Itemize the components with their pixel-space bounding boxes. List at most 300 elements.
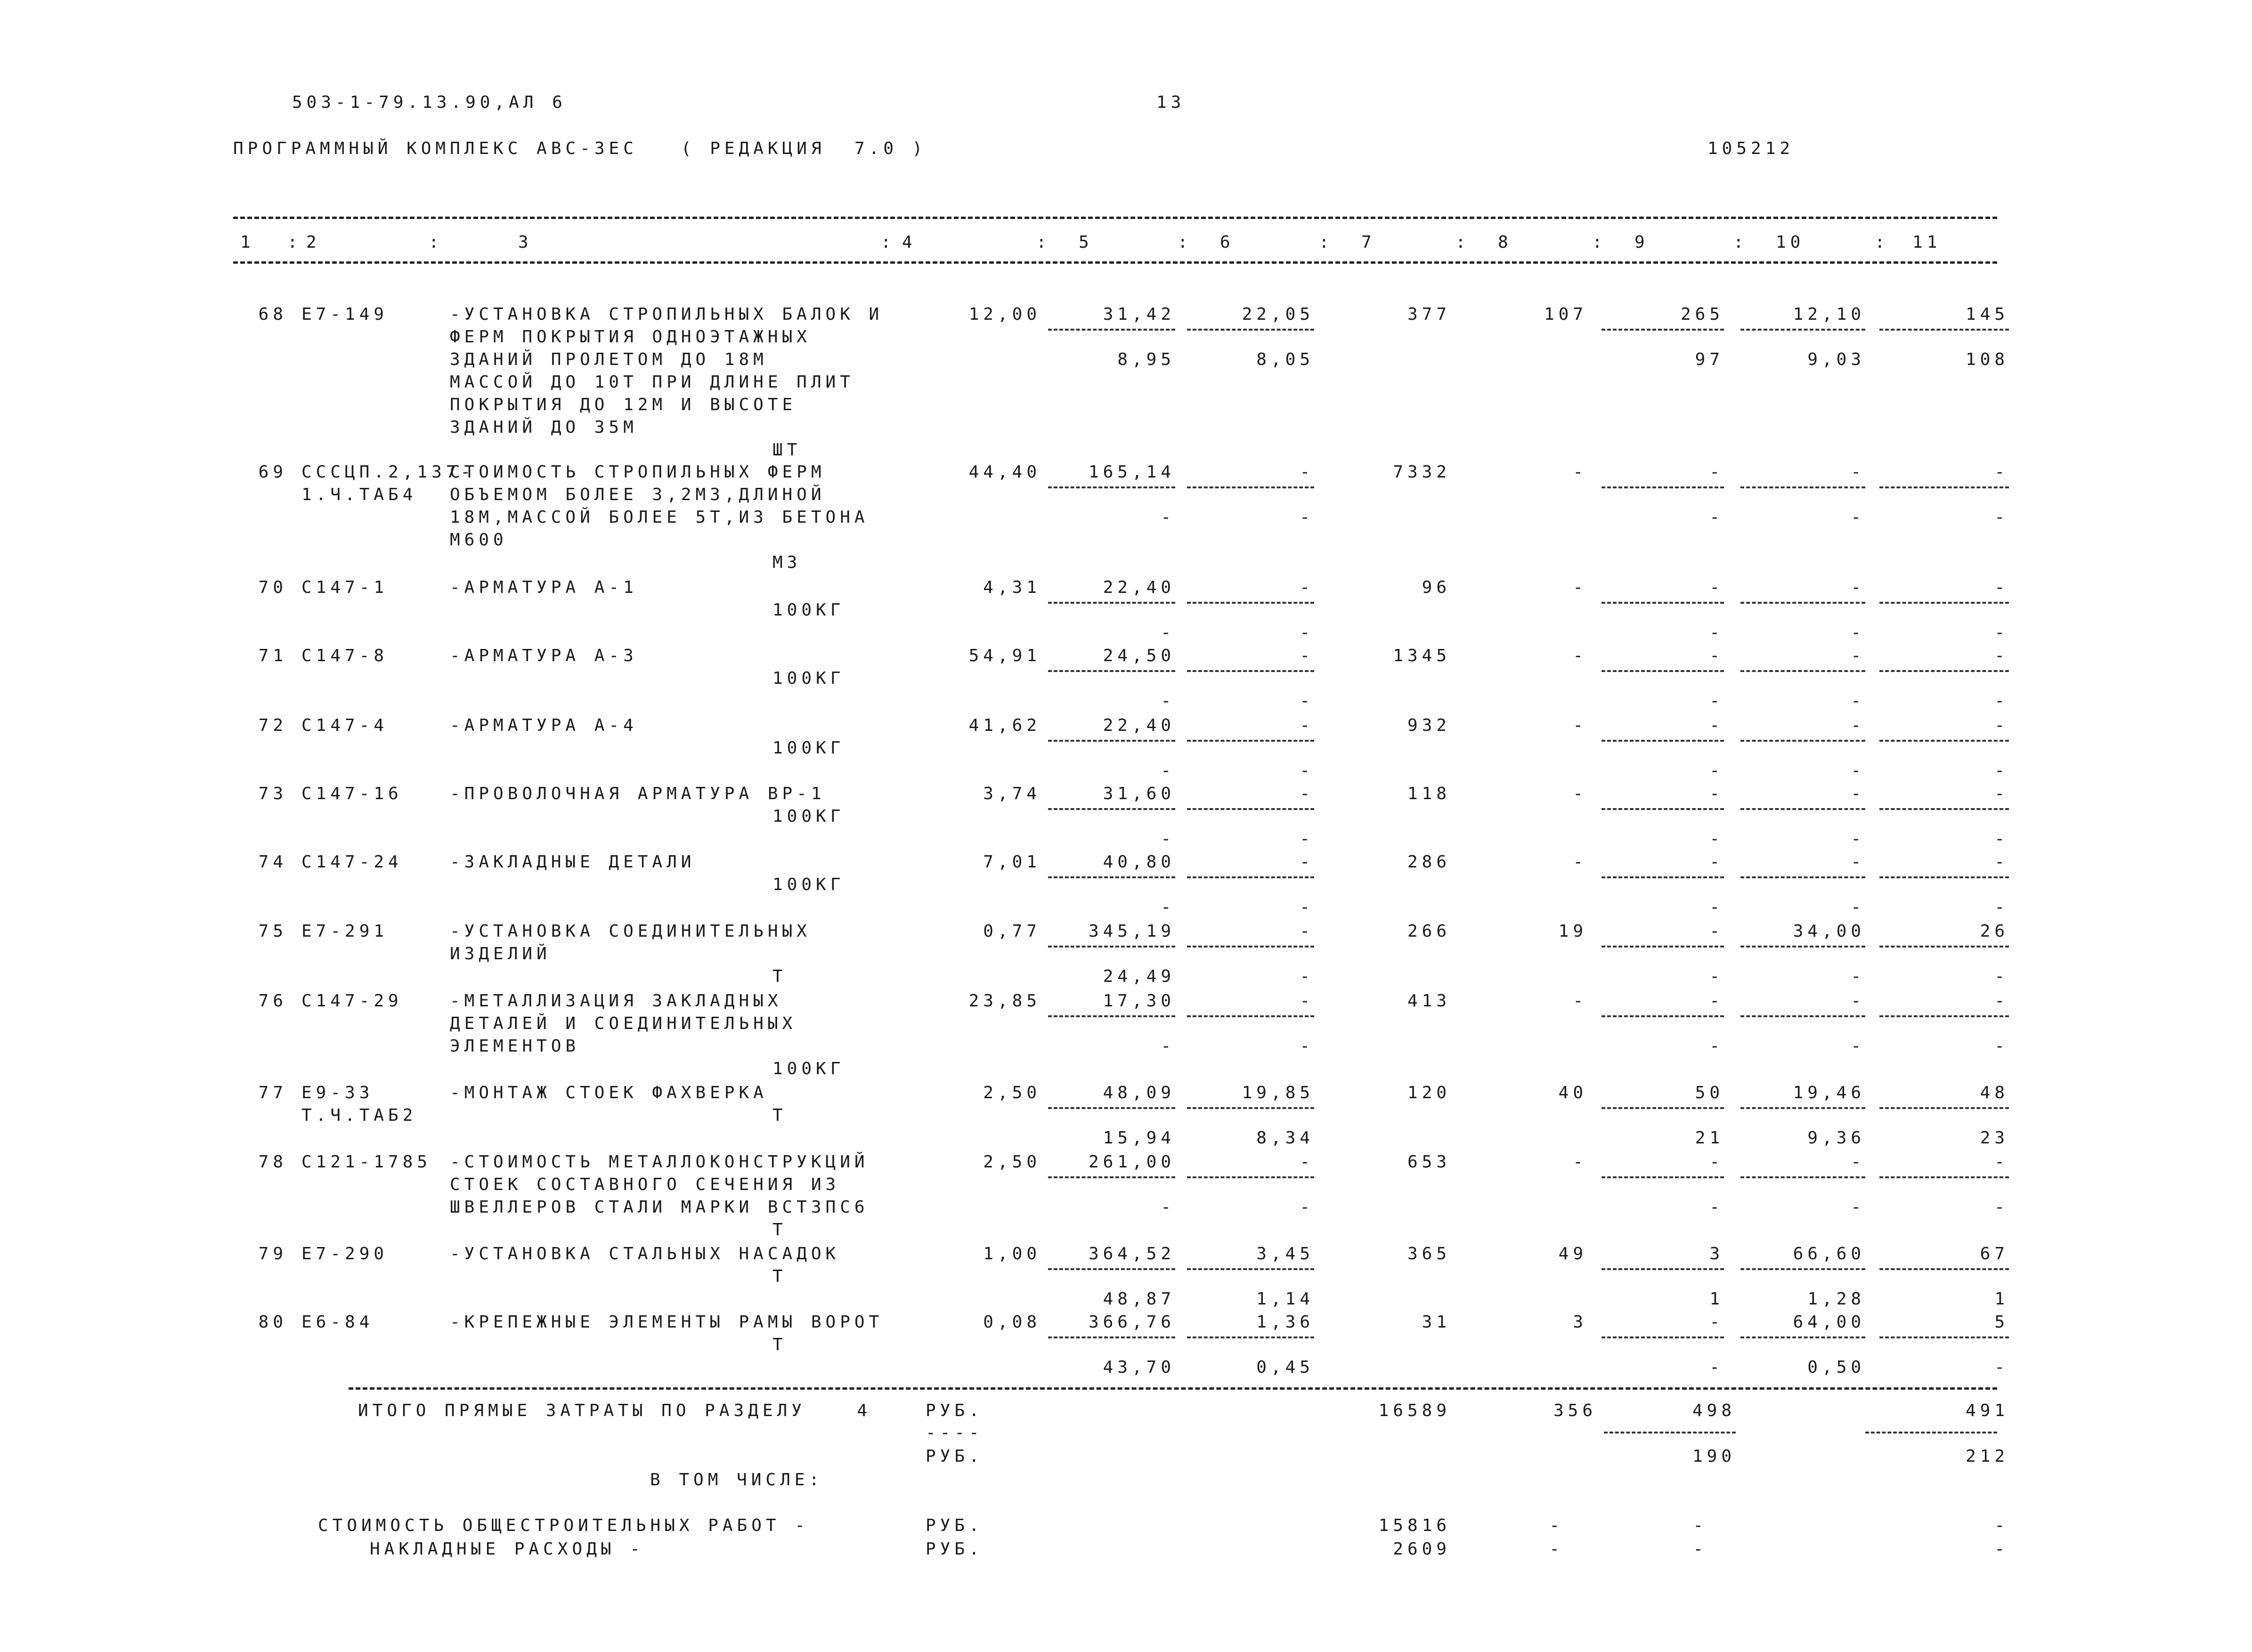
row-subtotal-rule (1048, 1107, 1175, 1109)
row-subtotal-rule (1187, 602, 1314, 604)
totals-col11: 491 (1965, 1401, 2009, 1420)
row-unit: 100КГ (772, 600, 845, 620)
row-col-4: 12,00 (968, 305, 1041, 324)
row-subtotal-rule (1602, 1176, 1724, 1178)
table-header-rule (233, 261, 1997, 264)
row-description: ЗДАНИЙ ДО 35М (450, 418, 638, 437)
row-col-5-sub: - (1161, 691, 1175, 711)
general-works-unit: РУБ. (926, 1516, 984, 1535)
row-col-11: - (1994, 462, 2009, 482)
row-col-9-sub: - (1709, 1037, 1724, 1056)
column-separator: : (1036, 233, 1051, 252)
row-col-10: - (1851, 646, 1865, 665)
including-label: В ТОМ ЧИСЛЕ: (650, 1470, 824, 1490)
totals-section-number: 4 (857, 1401, 871, 1420)
row-number: 75 (258, 922, 287, 941)
row-subtotal-rule (1048, 602, 1175, 604)
page-number: 13 (1156, 93, 1186, 112)
overhead-col9: - (1693, 1539, 1707, 1559)
row-col-9-sub: - (1709, 829, 1724, 849)
row-col-9: - (1709, 784, 1724, 803)
row-col-5-sub: - (1161, 898, 1175, 917)
column-separator: : (1733, 233, 1748, 252)
row-subtotal-rule (1879, 946, 2009, 947)
row-col-10-sub: - (1851, 1198, 1865, 1217)
row-subtotal-rule (1740, 602, 1865, 604)
totals-col9-rule (1604, 1432, 1736, 1433)
row-col-7: 286 (1407, 852, 1451, 872)
row-col-10-sub: - (1851, 1037, 1865, 1056)
row-col-6: - (1300, 922, 1314, 941)
row-col-10: - (1851, 991, 1865, 1011)
row-subtotal-rule (1187, 1176, 1314, 1178)
row-description: -ЗАКЛАДНЫЕ ДЕТАЛИ (450, 852, 696, 872)
row-col-6: 3,45 (1256, 1244, 1314, 1263)
row-description: -УСТАНОВКА СТРОПИЛЬНЫХ БАЛОК И (450, 305, 884, 324)
row-code: С121-1785 (301, 1152, 432, 1172)
row-number: 80 (258, 1312, 287, 1332)
row-col-10: 19,46 (1793, 1083, 1865, 1102)
row-col-6-sub: 8,05 (1256, 350, 1314, 369)
row-description: МАССОЙ ДО 10Т ПРИ ДЛИНЕ ПЛИТ (450, 373, 854, 392)
row-subtotal-rule (1740, 1015, 1865, 1017)
document-code: 503-1-79.13.90,АЛ 6 (292, 93, 567, 112)
row-subtotal-rule (1740, 1176, 1865, 1178)
row-unit: 100КГ (772, 1059, 845, 1078)
row-subtotal-rule (1602, 670, 1724, 672)
row-col-6: - (1300, 1152, 1314, 1172)
row-code: 1.Ч.ТАБ4 (301, 485, 417, 504)
row-col-11: - (1994, 991, 2009, 1011)
row-col-7: 118 (1407, 784, 1451, 803)
row-col-9-sub: - (1709, 1198, 1724, 1217)
row-subtotal-rule (1602, 1336, 1724, 1338)
general-works-col7: 15816 (1378, 1516, 1451, 1535)
row-description: ПОКРЫТИЯ ДО 12М И ВЫСОТЕ (450, 395, 797, 414)
totals-col8: 356 (1553, 1401, 1597, 1420)
row-col-5: 22,40 (1103, 716, 1175, 735)
row-col-10-sub: - (1851, 508, 1865, 527)
row-subtotal-rule (1187, 329, 1314, 331)
row-code: СССЦП.2,137- (301, 462, 475, 482)
row-col-10-sub: - (1851, 623, 1865, 642)
row-subtotal-rule (1740, 329, 1865, 331)
row-col-8: 40 (1558, 1083, 1587, 1102)
row-col-5-sub: 15,94 (1103, 1128, 1175, 1148)
column-separator: : (1592, 233, 1607, 252)
column-header-10: 10 (1776, 233, 1805, 252)
row-col-11: - (1994, 646, 2009, 665)
row-col-5: 24,50 (1103, 646, 1175, 665)
general-works-col8: - (1549, 1516, 1564, 1535)
row-unit: Т (772, 1335, 787, 1354)
row-subtotal-rule (1048, 1268, 1175, 1270)
row-subtotal-rule (1048, 740, 1175, 742)
row-description: -УСТАНОВКА СОЕДИНИТЕЛЬНЫХ (450, 922, 811, 941)
row-col-5-sub: 48,87 (1103, 1289, 1175, 1309)
row-unit: 100КГ (772, 669, 845, 688)
row-col-11: - (1994, 578, 2009, 597)
row-subtotal-rule (1879, 670, 2009, 672)
row-col-9-sub: 97 (1695, 350, 1724, 369)
row-number: 76 (258, 991, 287, 1011)
row-unit: 100КГ (772, 875, 845, 894)
row-description: ЗДАНИЙ ПРОЛЕТОМ ДО 18М (450, 350, 768, 369)
row-col-7: 365 (1407, 1244, 1451, 1263)
row-col-8: 19 (1558, 922, 1587, 941)
row-col-7: 7332 (1393, 462, 1451, 482)
overhead-label: НАКЛАДНЫЕ РАСХОДЫ - (370, 1539, 644, 1559)
row-col-4: 54,91 (968, 646, 1041, 665)
row-col-9: - (1709, 578, 1724, 597)
row-subtotal-rule (1740, 808, 1865, 810)
row-col-7: 413 (1407, 991, 1451, 1011)
table-top-rule (233, 217, 1997, 219)
row-col-5-sub: - (1161, 1037, 1175, 1056)
row-subtotal-rule (1879, 1015, 2009, 1017)
totals-col9-sub: 190 (1692, 1447, 1736, 1466)
row-number: 72 (258, 716, 287, 735)
row-subtotal-rule (1048, 808, 1175, 810)
row-code: Т.Ч.ТАБ2 (301, 1106, 417, 1125)
row-col-7: 266 (1407, 922, 1451, 941)
row-col-7: 377 (1407, 305, 1451, 324)
row-col-9: - (1709, 852, 1724, 872)
row-col-4: 44,40 (968, 462, 1041, 482)
row-col-10: - (1851, 784, 1865, 803)
row-subtotal-rule (1879, 808, 2009, 810)
overhead-unit: РУБ. (926, 1539, 984, 1559)
row-col-11-sub: - (1994, 691, 2009, 711)
row-number: 73 (258, 784, 287, 803)
row-description: -ПРОВОЛОЧНАЯ АРМАТУРА ВР-1 (450, 784, 826, 803)
row-description: ФЕРМ ПОКРЫТИЯ ОДНОЭТАЖНЫХ (450, 327, 811, 347)
row-subtotal-rule (1602, 1107, 1724, 1109)
row-col-6-sub: - (1300, 508, 1314, 527)
row-col-5: 364,52 (1088, 1244, 1175, 1263)
row-code: С147-1 (301, 578, 389, 597)
row-col-10-sub: - (1851, 898, 1865, 917)
row-subtotal-rule (1602, 876, 1724, 878)
row-description: -АРМАТУРА А-1 (450, 578, 638, 597)
row-subtotal-rule (1048, 946, 1175, 947)
row-col-4: 0,77 (983, 922, 1041, 941)
row-col-10-sub: 9,36 (1807, 1128, 1865, 1148)
row-col-8: 49 (1558, 1244, 1587, 1263)
row-description: -СТОИМОСТЬ МЕТАЛЛОКОНСТРУКЦИЙ (450, 1152, 869, 1172)
row-col-10-sub: - (1851, 967, 1865, 986)
row-col-7: 1345 (1393, 646, 1451, 665)
row-col-11-sub: - (1994, 761, 2009, 780)
row-col-11: 145 (1965, 305, 2009, 324)
row-col-10-sub: 1,28 (1807, 1289, 1865, 1309)
row-col-8: - (1573, 578, 1587, 597)
row-subtotal-rule (1740, 1336, 1865, 1338)
row-description: -МЕТАЛЛИЗАЦИЯ ЗАКЛАДНЫХ (450, 991, 782, 1011)
row-col-6-sub: 1,14 (1256, 1289, 1314, 1309)
row-unit: Т (772, 1267, 787, 1286)
row-col-11: - (1994, 784, 2009, 803)
row-description: -УСТАНОВКА СТАЛЬНЫХ НАСАДОК (450, 1244, 840, 1263)
row-number: 68 (258, 305, 287, 324)
row-subtotal-rule (1740, 1268, 1865, 1270)
row-description: СТОЕК СОСТАВНОГО СЕЧЕНИЯ ИЗ (450, 1175, 840, 1194)
row-col-9-sub: - (1709, 967, 1724, 986)
row-subtotal-rule (1879, 329, 2009, 331)
column-separator: : (1178, 233, 1192, 252)
row-subtotal-rule (1187, 1268, 1314, 1270)
row-col-4: 23,85 (968, 991, 1041, 1011)
row-col-5-sub: - (1161, 508, 1175, 527)
row-number: 74 (258, 852, 287, 872)
row-col-6-sub: - (1300, 829, 1314, 849)
row-code: Е7-290 (301, 1244, 389, 1263)
row-col-10: - (1851, 716, 1865, 735)
row-code: С147-24 (301, 852, 403, 872)
row-col-9-sub: - (1709, 623, 1724, 642)
row-col-4: 4,31 (983, 578, 1041, 597)
row-col-5: 22,40 (1103, 578, 1175, 597)
row-col-9-sub: 21 (1695, 1128, 1724, 1148)
row-subtotal-rule (1048, 876, 1175, 878)
row-col-11-sub: 108 (1965, 350, 2009, 369)
row-col-4: 2,50 (983, 1152, 1041, 1172)
row-description: -АРМАТУРА А-4 (450, 716, 638, 735)
column-header-8: 8 (1498, 233, 1512, 252)
row-col-5-sub: - (1161, 623, 1175, 642)
column-header-3: 3 (518, 233, 533, 252)
row-col-11: 26 (1980, 922, 2009, 941)
row-col-6-sub: - (1300, 898, 1314, 917)
totals-col11-sub: 212 (1965, 1447, 2009, 1466)
row-subtotal-rule (1187, 670, 1314, 672)
row-col-6-sub: 8,34 (1256, 1128, 1314, 1148)
row-col-11-sub: - (1994, 1358, 2009, 1377)
totals-col7: 16589 (1378, 1401, 1451, 1420)
row-subtotal-rule (1740, 946, 1865, 947)
row-col-6: - (1300, 462, 1314, 482)
row-subtotal-rule (1602, 602, 1724, 604)
column-header-11: 11 (1912, 233, 1942, 252)
row-col-10: - (1851, 462, 1865, 482)
row-col-4: 0,08 (983, 1312, 1041, 1332)
row-col-9: - (1709, 716, 1724, 735)
row-col-6: - (1300, 991, 1314, 1011)
row-col-5: 261,00 (1088, 1152, 1175, 1172)
general-works-label: СТОИМОСТЬ ОБЩЕСТРОИТЕЛЬНЫХ РАБОТ - (318, 1516, 809, 1535)
row-col-8: - (1573, 1152, 1587, 1172)
row-col-11-sub: - (1994, 967, 2009, 986)
row-subtotal-rule (1187, 1107, 1314, 1109)
row-col-7: 96 (1422, 578, 1451, 597)
row-description: ШВЕЛЛЕРОВ СТАЛИ МАРКИ ВСТ3ПС6 (450, 1198, 869, 1217)
row-col-9: - (1709, 991, 1724, 1011)
row-col-11-sub: - (1994, 1037, 2009, 1056)
row-col-9: - (1709, 922, 1724, 941)
row-col-6: - (1300, 784, 1314, 803)
row-number: 79 (258, 1244, 287, 1263)
row-col-5-sub: - (1161, 829, 1175, 849)
row-col-11-sub: - (1994, 508, 2009, 527)
row-col-10-sub: - (1851, 829, 1865, 849)
row-col-9-sub: 1 (1709, 1289, 1724, 1309)
row-col-11-sub: - (1994, 829, 2009, 849)
row-col-6: 1,36 (1256, 1312, 1314, 1332)
row-subtotal-rule (1048, 1176, 1175, 1178)
row-subtotal-rule (1187, 876, 1314, 878)
row-col-6-sub: - (1300, 1037, 1314, 1056)
row-col-11: 48 (1980, 1083, 2009, 1102)
row-number: 78 (258, 1152, 287, 1172)
row-code: Е6-84 (301, 1312, 374, 1332)
row-description: -КРЕПЕЖНЫЕ ЭЛЕМЕНТЫ РАМЫ ВОРОТ (450, 1312, 884, 1332)
row-col-10: - (1851, 1152, 1865, 1172)
row-col-6: 22,05 (1242, 305, 1314, 324)
row-subtotal-rule (1879, 1176, 2009, 1178)
row-subtotal-rule (1602, 808, 1724, 810)
row-col-6-sub: 0,45 (1256, 1358, 1314, 1377)
row-col-11: - (1994, 1152, 2009, 1172)
row-col-9: 265 (1680, 305, 1724, 324)
general-works-col11: - (1994, 1516, 2009, 1535)
overhead-col8: - (1549, 1539, 1564, 1559)
row-number: 71 (258, 646, 287, 665)
row-col-10: 12,10 (1793, 305, 1865, 324)
general-works-col9: - (1693, 1516, 1707, 1535)
row-subtotal-rule (1602, 1015, 1724, 1017)
row-col-9-sub: - (1709, 691, 1724, 711)
row-col-5-sub: - (1161, 761, 1175, 780)
row-subtotal-rule (1740, 486, 1865, 488)
row-subtotal-rule (1740, 740, 1865, 742)
row-subtotal-rule (1187, 1336, 1314, 1338)
row-col-6-sub: - (1300, 967, 1314, 986)
row-unit: 100КГ (772, 738, 845, 758)
totals-rule (349, 1387, 1997, 1390)
row-col-11-sub: - (1994, 898, 2009, 917)
row-description: СТОИМОСТЬ СТРОПИЛЬНЫХ ФЕРМ (450, 462, 826, 482)
row-col-10: 66,60 (1793, 1244, 1865, 1263)
totals-unit-dashes: ---- (926, 1423, 984, 1442)
row-col-9-sub: - (1709, 761, 1724, 780)
row-subtotal-rule (1879, 486, 2009, 488)
row-col-10: 34,00 (1793, 922, 1865, 941)
row-col-7: 932 (1407, 716, 1451, 735)
row-col-5-sub: 43,70 (1103, 1358, 1175, 1377)
row-col-9: 3 (1709, 1244, 1724, 1263)
column-header-4: 4 (902, 233, 917, 252)
row-col-5: 165,14 (1088, 462, 1175, 482)
totals-col11-rule (1865, 1432, 1997, 1433)
row-subtotal-rule (1048, 329, 1175, 331)
row-subtotal-rule (1602, 946, 1724, 947)
row-col-11: 5 (1994, 1312, 2009, 1332)
row-number: 70 (258, 578, 287, 597)
row-col-10-sub: - (1851, 761, 1865, 780)
row-subtotal-rule (1740, 876, 1865, 878)
row-col-9: - (1709, 462, 1724, 482)
column-separator: : (881, 233, 895, 252)
row-col-5-sub: 24,49 (1103, 967, 1175, 986)
row-subtotal-rule (1879, 1107, 2009, 1109)
row-subtotal-rule (1879, 740, 2009, 742)
row-subtotal-rule (1048, 486, 1175, 488)
row-col-5-sub: - (1161, 1198, 1175, 1217)
row-col-8: - (1573, 784, 1587, 803)
row-col-11-sub: 23 (1980, 1128, 2009, 1148)
row-col-4: 7,01 (983, 852, 1041, 872)
row-col-9: - (1709, 1152, 1724, 1172)
row-col-6: 19,85 (1242, 1083, 1314, 1102)
row-subtotal-rule (1187, 946, 1314, 947)
row-col-4: 2,50 (983, 1083, 1041, 1102)
row-description: ОБЪЕМОМ БОЛЕЕ 3,2М3,ДЛИНОЙ (450, 485, 826, 504)
row-code: Е7-291 (301, 922, 389, 941)
row-col-5: 17,30 (1103, 991, 1175, 1011)
totals-label: ИТОГО ПРЯМЫЕ ЗАТРАТЫ ПО РАЗДЕЛУ (358, 1401, 806, 1420)
row-col-6-sub: - (1300, 761, 1314, 780)
row-col-4: 3,74 (983, 784, 1041, 803)
row-col-6-sub: - (1300, 691, 1314, 711)
row-col-10: 64,00 (1793, 1312, 1865, 1332)
row-number: 77 (258, 1083, 287, 1102)
column-header-7: 7 (1361, 233, 1376, 252)
row-col-10-sub: 9,03 (1807, 350, 1865, 369)
row-subtotal-rule (1740, 670, 1865, 672)
row-subtotal-rule (1187, 808, 1314, 810)
column-header-6: 6 (1220, 233, 1235, 252)
column-header-2: 2 (306, 233, 321, 252)
row-col-10-sub: 0,50 (1807, 1358, 1865, 1377)
row-col-5: 31,42 (1103, 305, 1175, 324)
row-subtotal-rule (1740, 1107, 1865, 1109)
row-subtotal-rule (1602, 486, 1724, 488)
row-number: 69 (258, 462, 287, 482)
row-col-8: - (1573, 646, 1587, 665)
row-col-11: - (1994, 852, 2009, 872)
row-subtotal-rule (1048, 670, 1175, 672)
column-separator: : (1319, 233, 1333, 252)
row-unit: М3 (772, 553, 802, 572)
row-col-11: 67 (1980, 1244, 2009, 1263)
row-subtotal-rule (1187, 1015, 1314, 1017)
row-col-7: 120 (1407, 1083, 1451, 1102)
row-col-8: - (1573, 991, 1587, 1011)
row-col-9: - (1709, 1312, 1724, 1332)
row-unit: 100КГ (772, 807, 845, 826)
row-code: Е7-149 (301, 305, 389, 324)
row-unit: Т (772, 1106, 787, 1125)
row-col-5-sub: 8,95 (1117, 350, 1175, 369)
row-col-5: 31,60 (1103, 784, 1175, 803)
row-description: -АРМАТУРА А-3 (450, 646, 638, 665)
row-col-6: - (1300, 716, 1314, 735)
row-subtotal-rule (1879, 602, 2009, 604)
row-col-10: - (1851, 852, 1865, 872)
row-unit: Т (772, 1220, 787, 1239)
row-col-4: 41,62 (968, 716, 1041, 735)
column-separator: : (287, 233, 302, 252)
row-col-6-sub: - (1300, 1198, 1314, 1217)
row-code: С147-4 (301, 716, 389, 735)
row-subtotal-rule (1879, 876, 2009, 878)
program-title: ПРОГРАММНЫЙ КОМПЛЕКС АВС-3ЕС ( РЕДАКЦИЯ 7.0 ) (233, 139, 927, 158)
row-col-11-sub: 1 (1994, 1289, 2009, 1309)
row-code: С147-8 (301, 646, 389, 665)
row-col-9: - (1709, 646, 1724, 665)
overhead-col11: - (1994, 1539, 2009, 1559)
row-col-5: 366,76 (1088, 1312, 1175, 1332)
